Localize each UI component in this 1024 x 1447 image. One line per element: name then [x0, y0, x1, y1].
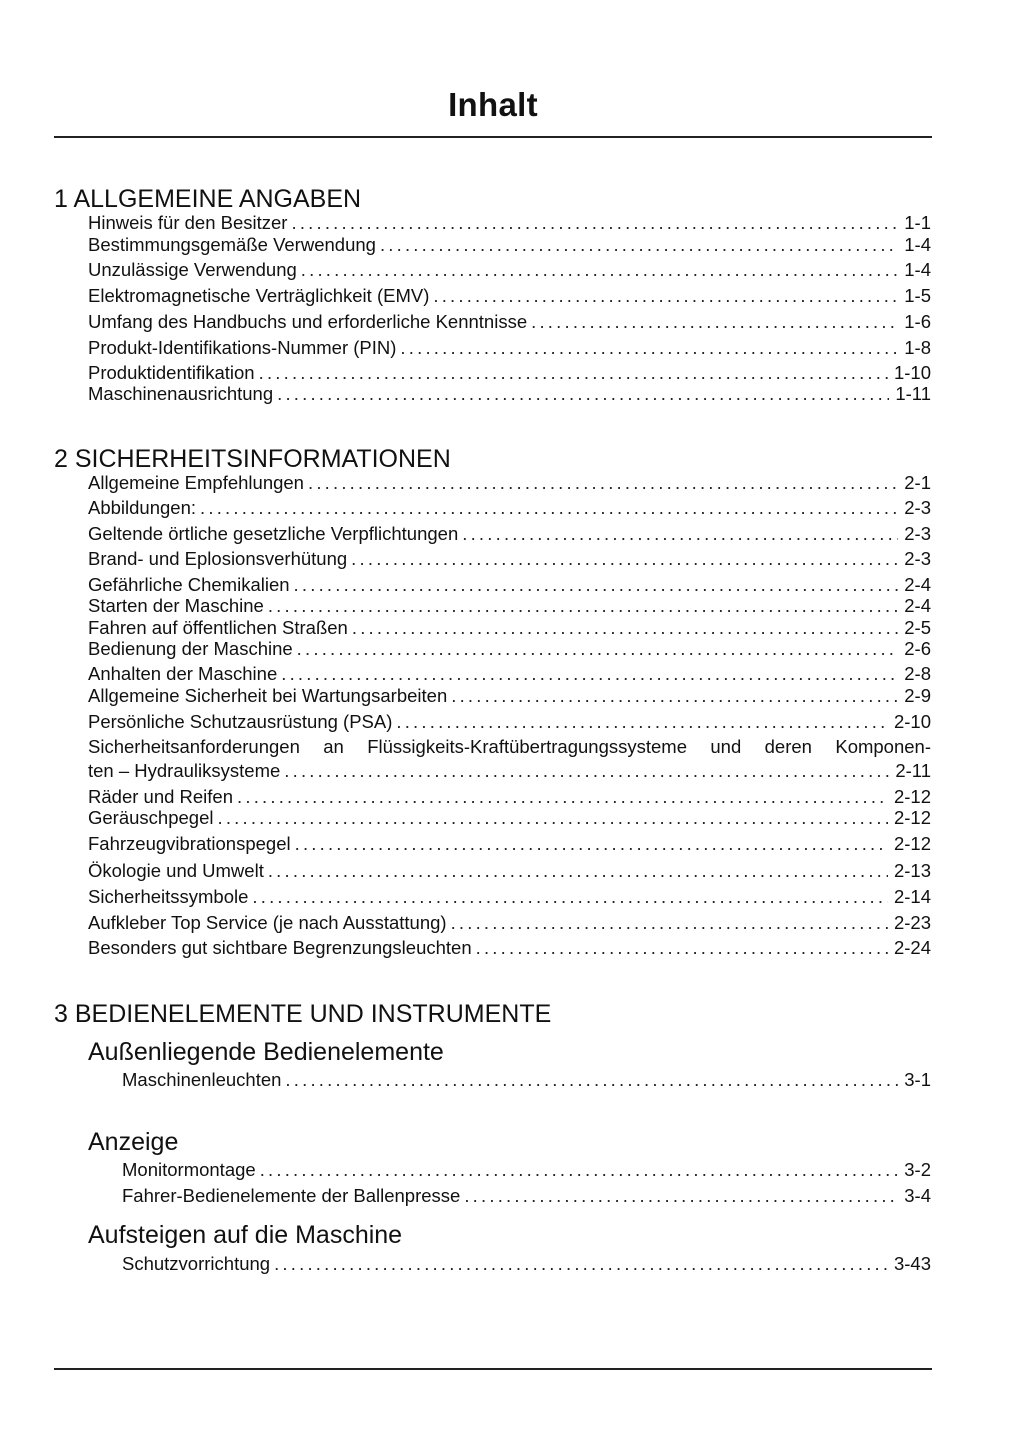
toc-entry-page: 2-13 — [893, 860, 931, 881]
toc-entry-label: Besonders gut sichtbare Begrenzungsleuchten — [88, 937, 472, 958]
toc-entry-label: Starten der Maschine — [88, 595, 264, 616]
toc-entry-label: ten – Hydrauliksysteme — [88, 760, 281, 781]
toc-entry-page: 1-4 — [904, 234, 931, 255]
toc-entry-page: 1-1 — [904, 212, 931, 233]
dot-leader — [277, 383, 889, 405]
toc-entry[interactable] — [88, 337, 931, 359]
section-heading: Aufsteigen auf die Maschine — [88, 1221, 403, 1249]
dot-leader — [259, 362, 888, 384]
toc-entry-label: Fahrzeugvibrationspegel — [88, 833, 291, 854]
toc-entry-page: 2-6 — [904, 638, 931, 659]
toc-entry-page: 1-8 — [904, 337, 931, 358]
dot-leader — [252, 886, 888, 908]
dot-leader — [301, 259, 898, 281]
toc-entry-page: 2-3 — [904, 523, 931, 544]
toc-entry-label: Aufkleber Top Service (je nach Ausstattung) — [88, 912, 447, 933]
toc-entry[interactable] — [122, 1159, 931, 1181]
toc-entry[interactable] — [88, 362, 931, 384]
toc-entry-label: Räder und Reifen — [88, 786, 234, 807]
toc-entry-label: Allgemeine Sicherheit bei Wartungsarbeiten — [88, 685, 448, 706]
dot-leader — [308, 472, 898, 494]
chapter-heading-3: 3 BEDIENELEMENTE UND INSTRUMENTE — [54, 1000, 552, 1028]
toc-entry-page: 1-4 — [904, 259, 931, 280]
toc-entry-page: 2-3 — [904, 548, 931, 569]
toc-entry-label: Anhalten der Maschine — [88, 663, 278, 684]
toc-entry[interactable] — [88, 212, 931, 234]
dot-leader — [285, 1069, 898, 1091]
toc-entry-label: Produktidentifikation — [88, 362, 255, 383]
toc-entry[interactable] — [88, 937, 931, 959]
dot-leader — [464, 1185, 898, 1207]
toc-entry[interactable] — [88, 786, 931, 808]
toc-entry-page: 2-12 — [893, 833, 931, 854]
toc-entry-page: 2-9 — [904, 685, 931, 706]
toc-entry[interactable] — [88, 259, 931, 281]
toc-entry-label: Ökologie und Umwelt — [88, 860, 264, 881]
toc-entry-label: Maschinenausrichtung — [88, 383, 274, 404]
toc-entry[interactable] — [88, 548, 931, 570]
dot-leader — [433, 285, 898, 307]
toc-entry-page: 2-4 — [904, 574, 931, 595]
toc-entry[interactable] — [88, 383, 931, 405]
toc-entry-label: Elektromagnetische Verträglichkeit (EMV) — [88, 285, 430, 306]
toc-entry[interactable] — [88, 285, 931, 307]
toc-entry-label: Bedienung der Maschine — [88, 638, 293, 659]
dot-leader — [217, 807, 887, 829]
dot-leader — [200, 497, 898, 519]
toc-entry-page: 2-12 — [893, 786, 931, 807]
footer-rule — [54, 1368, 932, 1370]
toc-entry[interactable] — [122, 1069, 931, 1091]
dot-leader — [352, 617, 898, 639]
dot-leader — [531, 311, 898, 333]
dot-leader — [237, 786, 888, 808]
toc-entry[interactable] — [88, 574, 931, 596]
dot-leader — [260, 1159, 899, 1181]
toc-entry-page: 2-23 — [893, 912, 931, 933]
toc-entry-label: Gefährliche Chemikalien — [88, 574, 290, 595]
dot-leader — [295, 833, 888, 855]
dot-leader — [380, 234, 898, 256]
toc-entry[interactable] — [88, 833, 931, 855]
toc-entry-page: 2-1 — [904, 472, 931, 493]
toc-entry-label: Sicherheitssymbole — [88, 886, 249, 907]
toc-entry[interactable] — [88, 860, 931, 882]
dot-leader — [281, 663, 898, 685]
toc-entry-label-line1[interactable]: Sicherheitsanforderungen an Flüssigkeits-Kraftübertragungssysteme und deren Komponen- — [88, 736, 931, 757]
chapter-heading-2: 2 SICHERHEITSINFORMATIONEN — [54, 445, 451, 473]
toc-entry[interactable] — [88, 711, 931, 733]
toc-entry[interactable] — [122, 1185, 931, 1207]
dot-leader — [462, 523, 898, 545]
toc-entry-label: Schutzvorrichtung — [122, 1253, 271, 1274]
toc-entry-label: Geltende örtliche gesetzliche Verpflichtungen — [88, 523, 459, 544]
toc-entry[interactable] — [88, 663, 931, 685]
toc-entry-page: 3-1 — [904, 1069, 931, 1090]
toc-entry-label: Unzulässige Verwendung — [88, 259, 297, 280]
toc-entry[interactable] — [88, 595, 931, 617]
toc-entry-label: Brand- und Eplosionsverhütung — [88, 548, 348, 569]
toc-entry-label: Monitormontage — [122, 1159, 256, 1180]
dot-leader — [476, 937, 888, 959]
toc-entry[interactable] — [88, 311, 931, 333]
section-heading: Anzeige — [88, 1128, 179, 1156]
toc-entry-label: Bestimmungsgemäße Verwendung — [88, 234, 376, 255]
toc-entry-page: 2-5 — [904, 617, 931, 638]
toc-entry-page: 2-3 — [904, 497, 931, 518]
toc-entry[interactable] — [88, 497, 931, 519]
toc-entry-page: 2-10 — [893, 711, 931, 732]
toc-entry-page: 2-11 — [895, 760, 931, 781]
toc-entry-label: Fahrer-Bedienelemente der Ballenpresse — [122, 1185, 461, 1206]
toc-entry-label: Abbildungen: — [88, 497, 197, 518]
dot-leader — [351, 548, 898, 570]
toc-entry[interactable] — [88, 523, 931, 545]
dot-leader — [396, 711, 888, 733]
dot-leader — [294, 574, 899, 596]
toc-entry[interactable] — [88, 234, 931, 256]
toc-entry-page: 1-11 — [895, 383, 931, 404]
toc-entry-page: 3-2 — [904, 1159, 931, 1180]
section-heading: Außenliegende Bedienelemente — [88, 1038, 444, 1066]
header-rule — [54, 136, 932, 138]
toc-entry[interactable] — [122, 1253, 931, 1275]
toc-entry[interactable] — [88, 685, 931, 707]
toc-entry[interactable] — [88, 617, 931, 639]
toc-entry-page: 3-43 — [893, 1253, 931, 1274]
dot-leader — [451, 685, 898, 707]
toc-entry-page: 2-14 — [893, 886, 931, 907]
dot-leader — [297, 638, 899, 660]
toc-entry-page: 3-4 — [904, 1185, 931, 1206]
toc-entry-label: Persönliche Schutzausrüstung (PSA) — [88, 711, 393, 732]
toc-entry-label: Maschinenleuchten — [122, 1069, 282, 1090]
dot-leader — [284, 760, 889, 782]
toc-entry-page: 1-10 — [893, 362, 931, 383]
toc-entry-label: Hinweis für den Besitzer — [88, 212, 288, 233]
dot-leader — [268, 860, 888, 882]
page-title: Inhalt — [448, 86, 538, 123]
toc-entry-page: 1-5 — [904, 285, 931, 306]
toc-entry-page: 2-24 — [893, 937, 931, 958]
toc-entry[interactable] — [88, 886, 931, 908]
toc-entry[interactable] — [88, 912, 931, 934]
toc-entry-label: Umfang des Handbuchs und erforderliche Kenntnisse — [88, 311, 528, 332]
dot-leader — [274, 1253, 888, 1275]
toc-entry[interactable] — [88, 760, 931, 782]
toc-entry-page: 2-4 — [904, 595, 931, 616]
toc-entry[interactable] — [88, 638, 931, 660]
toc-entry[interactable] — [88, 807, 931, 829]
toc-entry-page: 1-6 — [904, 311, 931, 332]
dot-leader — [451, 912, 888, 934]
dot-leader — [268, 595, 898, 617]
dot-leader — [400, 337, 898, 359]
chapter-heading-1: 1 ALLGEMEINE ANGABEN — [54, 185, 362, 213]
toc-entry[interactable] — [88, 472, 931, 494]
toc-entry-page: 2-8 — [904, 663, 931, 684]
toc-entry-label: Produkt-Identifikations-Nummer (PIN) — [88, 337, 397, 358]
toc-entry-page: 2-12 — [893, 807, 931, 828]
toc-entry-label: Allgemeine Empfehlungen — [88, 472, 304, 493]
toc-entry-label: Geräuschpegel — [88, 807, 214, 828]
dot-leader — [291, 212, 898, 234]
toc-entry-label: Fahren auf öffentlichen Straßen — [88, 617, 348, 638]
